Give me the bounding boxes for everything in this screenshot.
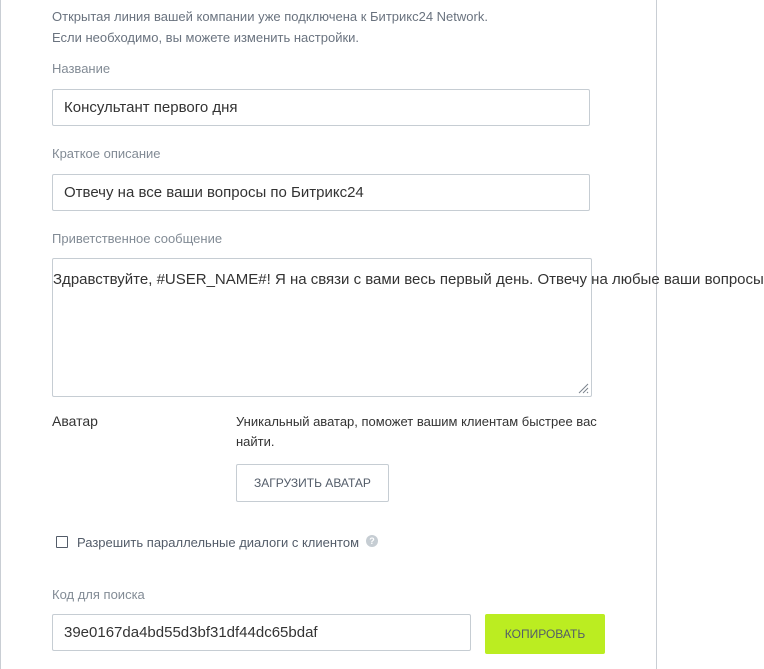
short-description-label: Краткое описание (52, 146, 161, 161)
search-code-label: Код для поиска (52, 587, 145, 602)
intro-line-2: Если необходимо, вы можете изменить настройки. (52, 30, 360, 45)
welcome-message-text: Здравствуйте, #USER_NAME#! Я на связи с вами весь первый день. Отвечу на любые ваши вопросы (53, 271, 764, 288)
upload-avatar-button[interactable]: ЗАГРУЗИТЬ АВАТАР (236, 464, 389, 502)
search-code-input[interactable]: 39e0167da4bd55d3bf31df44dc65bdaf (52, 614, 471, 651)
parallel-dialogs-label[interactable]: Разрешить параллельные диалоги с клиентом (77, 534, 360, 550)
welcome-message-label: Приветственное сообщение (52, 231, 223, 246)
intro-text (52, 6, 488, 48)
parallel-dialogs-checkbox[interactable] (56, 536, 68, 548)
name-input[interactable]: Консультант первого дня (52, 89, 590, 126)
short-description-input[interactable]: Отвечу на все ваши вопросы по Битрикс24 (52, 174, 590, 211)
intro-line-1: Открытая линия вашей компании уже подключена к Битрикс24 Network. (52, 9, 488, 24)
resize-grip-icon[interactable] (577, 382, 589, 394)
welcome-message-textarea[interactable] (52, 258, 764, 397)
avatar-hint: Уникальный аватар, поможет вашим клиентам быстрее вас найти. (236, 414, 597, 449)
parallel-dialogs-row (56, 533, 378, 551)
avatar-label: Аватар (52, 413, 98, 429)
question-circle-icon[interactable]: ? (366, 535, 378, 547)
copy-button[interactable]: КОПИРОВАТЬ (485, 614, 605, 654)
name-label: Название (52, 61, 111, 76)
